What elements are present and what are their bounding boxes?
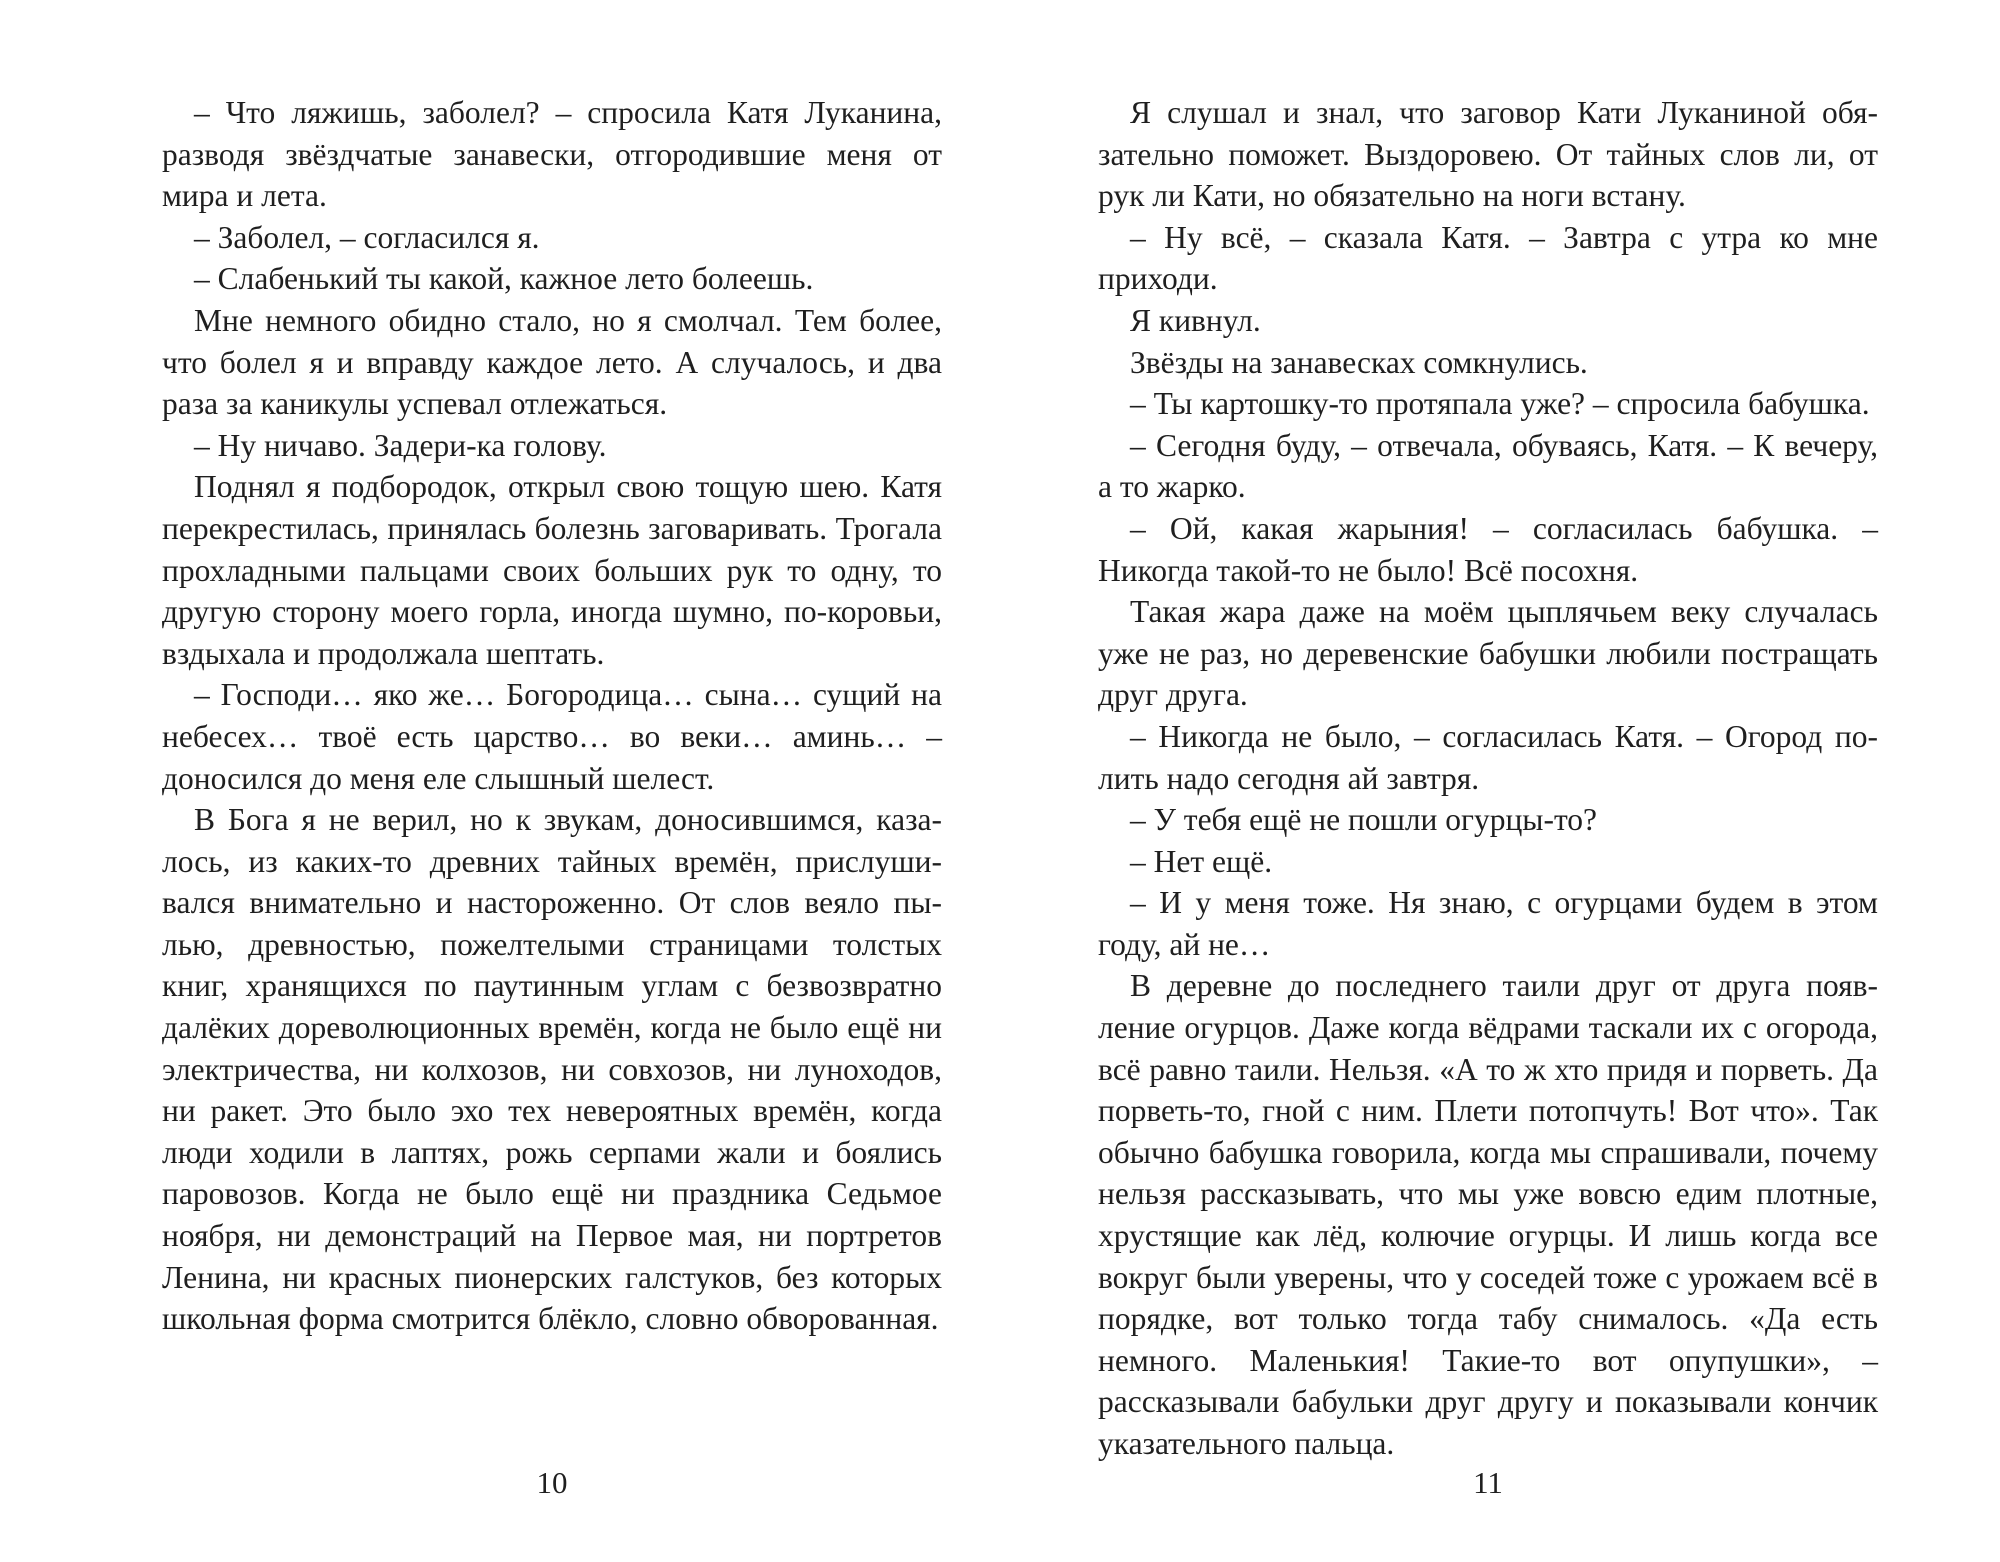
paragraph: – Никогда не было, – согласилась Катя. – Огород полить надо сегодня ай завтря. (1098, 718, 1878, 796)
right-page (1098, 92, 1878, 1532)
paragraph: Такая жара даже на моём цыплячьем веку случалась уже не раз, но деревенские бабушки любили постращать друг друга. (1098, 594, 1878, 713)
paragraph: Мне немного обидно стало, но я смолчал. Тем более, что болел я и вправду каждое лето. А случалось, и два раза за каникулы успевал отлежаться. (162, 302, 942, 422)
paragraph: – Ты картошку-то протяпала уже? – спросила бабушка. (1130, 386, 1870, 422)
paragraph: – Слабенький ты какой, кажное лето болеешь. (194, 261, 814, 297)
right-page-text (1098, 92, 1878, 1465)
paragraph: – Ну всё, – сказала Катя. – Завтра с утра ко мне приходи. (1098, 219, 1878, 297)
page-number-left: 10 (536, 1465, 568, 1500)
paragraph: – Заболел, – согласился я. (194, 219, 540, 255)
paragraph: – Сегодня буду, – отвечала, обуваясь, Катя. – К вечеру, а то жарко. (1098, 427, 1878, 505)
paragraph: – Что ляжишь, заболел? – спросила Катя Луканина, разводя звёздчатые занавески, отгородившие меня от мира и лета. (162, 95, 942, 214)
paragraph: – Нет ещё. (1130, 843, 1273, 879)
paragraph: Я слушал и знал, что заговор Кати Луканиной обязательно поможет. Выздоровею. От тайных слов ли, от рук ли Кати, но обязательно на ноги встану. (1098, 95, 1878, 214)
paragraph: – Ой, какая жарыния! – согласилась бабушка. – Никогда такой-то не было! Всё посохня. (1098, 510, 1878, 588)
left-page (162, 92, 942, 1532)
page-number-right: 11 (1473, 1465, 1503, 1500)
paragraph: В Бога я не верил, но к звукам, доносившимся, казалось, из каких-то древних тайных времён, прислушивался внимательно и настороженно. От слов веяло пылью, древностью, пожелтелыми страницами толстых книг, хранящихся по паутинным углам с безвозвратно далёких дореволюционных времён, когда не было ещё ни электричества, ни колхозов, ни совхозов, ни луноходов, ни ракет. Это было эхо тех невероятных времён, когда люди ходили в лаптях, рожь серпами жали и боялись паровозов. Когда не было ещё ни праздника Седьмое ноября, ни демонстраций на Первое мая, ни портретов Ленина, ни красных пионерских галстуков, без которых школьная форма смотрится блёкло, словно обворованная. (162, 802, 942, 1337)
paragraph: В деревне до последнего таили друг от друга появление огурцов. Даже когда вёдрами таскали их с огорода, всё равно таили. Нельзя. «А то ж хто придя и порветь. Да порветь-то, гной с ним. Плети потопчуть! Вот что». Так обычно бабушка говорила, когда мы спрашивали, почему нельзя рассказывать, что мы уже вовсю едим плотные, хрустящие как лёд, колючие огурцы. И лишь когда все вокруг были уверены, что у соседей тоже с урожаем всё в порядке, вот только тогда табу снималось. «Да есть немного. Маленькия! Такие-то вот опупушки», – рассказывали бабульки друг другу и показывали кончик указательного пальца. (1098, 968, 1878, 1461)
paragraph: – Ну ничаво. Задери-ка голову. (194, 427, 607, 463)
paragraph: – У тебя ещё не пошли огурцы-то? (1130, 802, 1598, 838)
left-page-text (162, 92, 942, 1340)
paragraph: Поднял я подбородок, открыл свою тощую шею. Катя перекрестилась, принялась болезнь заговаривать. Трогала прохладными пальцами своих больших рук то одну, то другую сторону моего горла, иногда шумно, по-коровьи, вздыхала и продолжала шептать. (162, 469, 942, 671)
paragraph: Звёзды на занавесках сомкнулись. (1130, 344, 1588, 380)
paragraph: Я кивнул. (1130, 302, 1261, 338)
paragraph: – И у меня тоже. Ня знаю, с огурцами будем в этом году, ай не… (1098, 885, 1878, 962)
paragraph: – Господи… яко же… Богородица… сына… сущий на небесех… твоё есть царство… во веки… аминь… – доносился до меня еле слышный шелест. (162, 677, 942, 796)
